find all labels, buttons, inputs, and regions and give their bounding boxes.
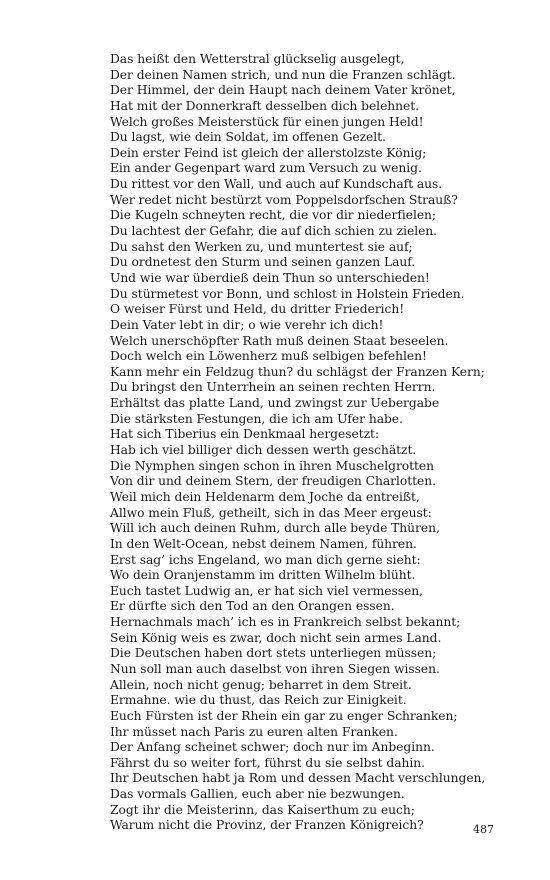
- poem-line: Doch welch ein Löwenherz muß selbigen befehlen!: [110, 349, 427, 364]
- poem-line: Die stärksten Festungen, die ich am Ufer habe.: [110, 411, 403, 426]
- poem-line: Allwo mein Fluß, getheilt, sich in das Meer ergeust:: [110, 505, 432, 520]
- poem-line: Dein erster Feind ist gleich der allerstolzste König;: [110, 145, 427, 160]
- page-number: 487: [473, 823, 494, 836]
- poem-line: Hernachmals mach’ ich es in Frankreich selbst bekannt;: [110, 615, 461, 630]
- poem-line: Kann mehr ein Feldzug thun? du schlägst der Franzen Kern;: [110, 364, 485, 379]
- poem-line: Das heißt den Wetterstral glückselig ausgelegt,: [110, 52, 405, 66]
- poem-line: Euch tastet Ludwig an, er hat sich viel vermessen,: [110, 583, 423, 598]
- poem-line: Das vormals Gallien, euch aber nie bezwungen.: [110, 787, 405, 802]
- poem-line: Der Himmel, der dein Haupt nach deinem Vater krönet,: [110, 83, 456, 98]
- poem-line: Du stürmetest vor Bonn, und schlost in Holstein Frieden.: [110, 286, 465, 301]
- poem-line: Hat sich Tiberius ein Denkmaal hergesetzt:: [110, 427, 380, 442]
- poem-line: Fährst du so weiter fort, führst du sie selbst dahin.: [110, 755, 425, 770]
- poem-line: Wo dein Oranjenstamm im dritten Wilhelm blüht.: [110, 568, 416, 583]
- poem-line: Zogt ihr die Meisterinn, das Kaiserthum zu euch;: [110, 802, 415, 817]
- poem-line: In den Welt-Ocean, nebst deinem Namen, führen.: [110, 536, 417, 551]
- poem-line: Du ordnetest den Sturm und seinen ganzen Lauf.: [110, 255, 416, 270]
- poem-line: Du lagst, wie dein Soldat, im offenen Gezelt.: [110, 130, 386, 145]
- poem-line: Welch unerschöpfter Rath muß deinen Staat beseelen.: [110, 333, 449, 348]
- poem-line: Ihr müsset nach Paris zu euren alten Franken.: [110, 724, 398, 739]
- poem-line: Und wie war überdieß dein Thun so unterschieden!: [110, 270, 430, 285]
- poem-line: Du bringst den Unterrhein an seinen rechten Herrn.: [110, 380, 436, 395]
- poem-line: Allein, noch nicht genug; beharret in dem Streit.: [110, 677, 412, 692]
- poem-line: Sein König weis es zwar, doch nicht sein armes Land.: [110, 630, 442, 645]
- poem-line: Hab ich viel billiger dich dessen werth geschätzt.: [110, 443, 417, 458]
- poem-line: Der deinen Namen strich, und nun die Franzen schlägt.: [110, 67, 456, 82]
- poem-line: Erst sag’ ichs Engeland, wo man dich gerne sieht:: [110, 552, 421, 567]
- poem-line: Die Kugeln schneyten recht, die vor dir niederfielen;: [110, 208, 437, 223]
- poem-line: Du rittest vor den Wall, und auch auf Kundschaft aus.: [110, 177, 443, 192]
- poem-line: Euch Fürsten ist der Rhein ein gar zu enger Schranken;: [110, 708, 458, 723]
- poem-line: Die Deutschen haben dort stets unterliegen müssen;: [110, 646, 437, 661]
- poem-line: Du sahst den Werken zu, und muntertest sie auf;: [110, 239, 413, 254]
- poem-line: Weil mich dein Heldenarm dem Joche da entreißt,: [110, 489, 420, 504]
- poem-line: Nun soll man auch daselbst von ihren Siegen wissen.: [110, 661, 440, 676]
- poem-line: O weiser Fürst und Held, du dritter Friederich!: [110, 302, 405, 317]
- poem-line: Ermahne. wie du thust, das Reich zur Einigkeit.: [110, 693, 407, 708]
- poem-line: Ein ander Gegenpart ward zum Versuch zu wenig.: [110, 161, 422, 176]
- poem-line: Die Nymphen singen schon in ihren Muschelgrotten: [110, 458, 435, 473]
- poem-line: Er dürfte sich den Tod an den Orangen essen.: [110, 599, 395, 614]
- poem-line: Warum nicht die Provinz, der Franzen Königreich?: [110, 818, 424, 833]
- poem-line: Welch großes Meisterstück für einen jungen Held!: [110, 114, 424, 129]
- poem-line: Wer redet nicht bestürzt vom Poppelsdorfschen Strauß?: [110, 192, 458, 207]
- poem-text: [110, 52, 490, 834]
- poem-line: Dein Vater lebt in dir; o wie verehr ich dich!: [110, 317, 384, 332]
- poem-line: Erhältst das platte Land, und zwingst zur Uebergabe: [110, 396, 440, 411]
- poem-line: Du lachtest der Gefahr, die auf dich schien zu zielen.: [110, 224, 438, 239]
- poem-line: Von dir und deinem Stern, der freudigen Charlotten.: [110, 474, 436, 489]
- poem-line: Ihr Deutschen habt ja Rom und dessen Macht verschlungen,: [110, 771, 486, 786]
- poem-line: Hat mit der Donnerkraft desselben dich belehnet.: [110, 98, 420, 113]
- poem-line: Will ich auch deinen Ruhm, durch alle beyde Thüren,: [110, 521, 440, 536]
- poem-line: Der Anfang scheinet schwer; doch nur im Anbeginn.: [110, 740, 435, 755]
